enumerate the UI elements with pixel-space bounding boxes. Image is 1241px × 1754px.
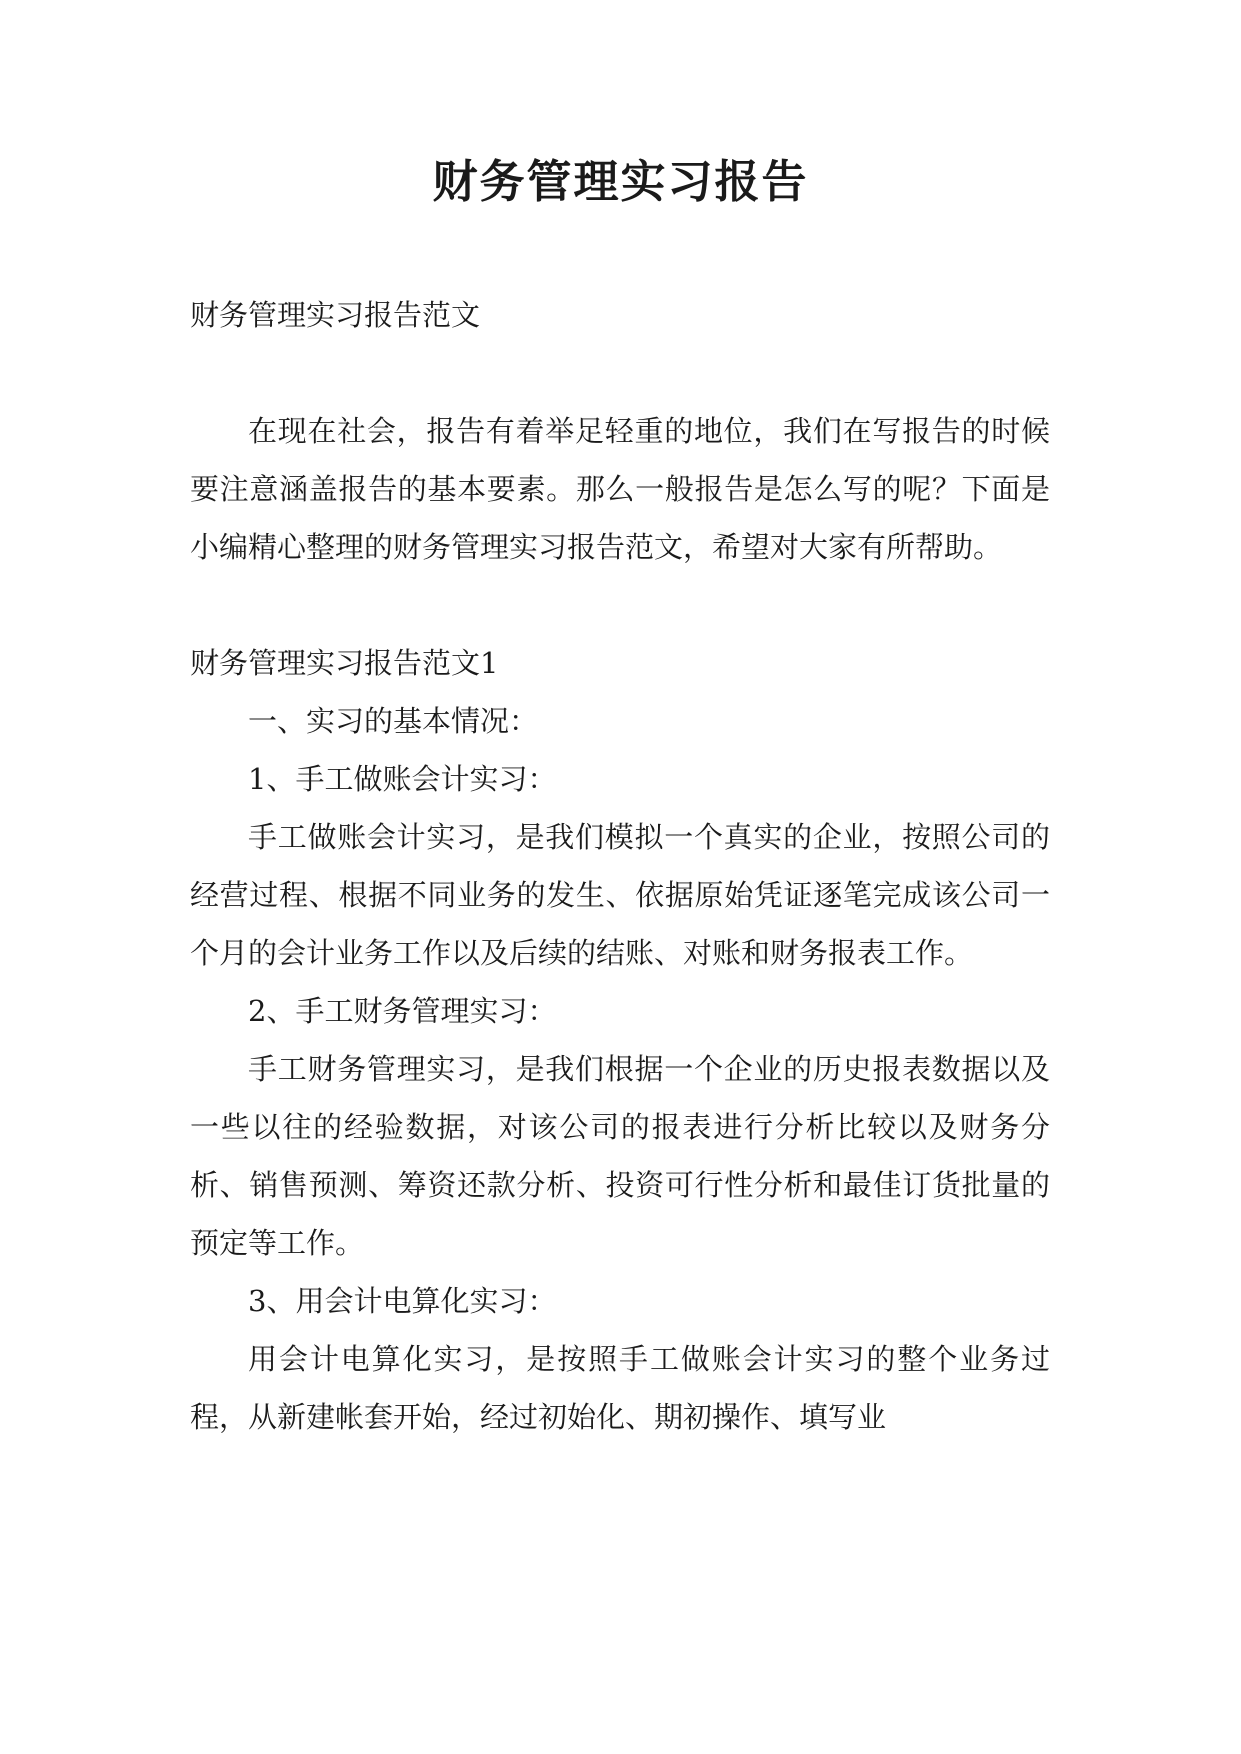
part1-heading: 一、实习的基本情况： bbox=[248, 704, 539, 738]
section-heading: 财务管理实习报告范文1 bbox=[190, 646, 499, 680]
item2-paragraph: 手工财务管理实习，是我们根据一个企业的历史报表数据以及一些以往的经验数据，对该公司的报表进行分析比较以及财务分析、销售预测、筹资还款分析、投资可行性分析和最佳订货批量的预定等工作。 bbox=[190, 1052, 1050, 1260]
item3-paragraph: 用会计电算化实习，是按照手工做账会计实习的整个业务过程，从新建帐套开始，经过初始化、期初操作、填写业 bbox=[190, 1342, 1050, 1434]
document-title: 财务管理实习报告 bbox=[432, 155, 809, 208]
item1-paragraph: 手工做账会计实习，是我们模拟一个真实的企业，按照公司的经营过程、根据不同业务的发生、依据原始凭证逐笔完成该公司一个月的会计业务工作以及后续的结账、对账和财务报表工作。 bbox=[190, 820, 1050, 970]
item1-heading: 1、手工做账会计实习： bbox=[248, 762, 557, 796]
item3-heading: 3、用会计电算化实习： bbox=[248, 1284, 557, 1318]
document-body bbox=[190, 286, 1050, 1446]
document-subtitle: 财务管理实习报告范文 bbox=[190, 298, 481, 332]
intro-paragraph: 在现在社会，报告有着举足轻重的地位，我们在写报告的时候要注意涵盖报告的基本要素。那么一般报告是怎么写的呢？下面是小编精心整理的财务管理实习报告范文，希望对大家有所帮助。 bbox=[190, 414, 1050, 564]
item2-heading: 2、手工财务管理实习： bbox=[248, 994, 557, 1028]
